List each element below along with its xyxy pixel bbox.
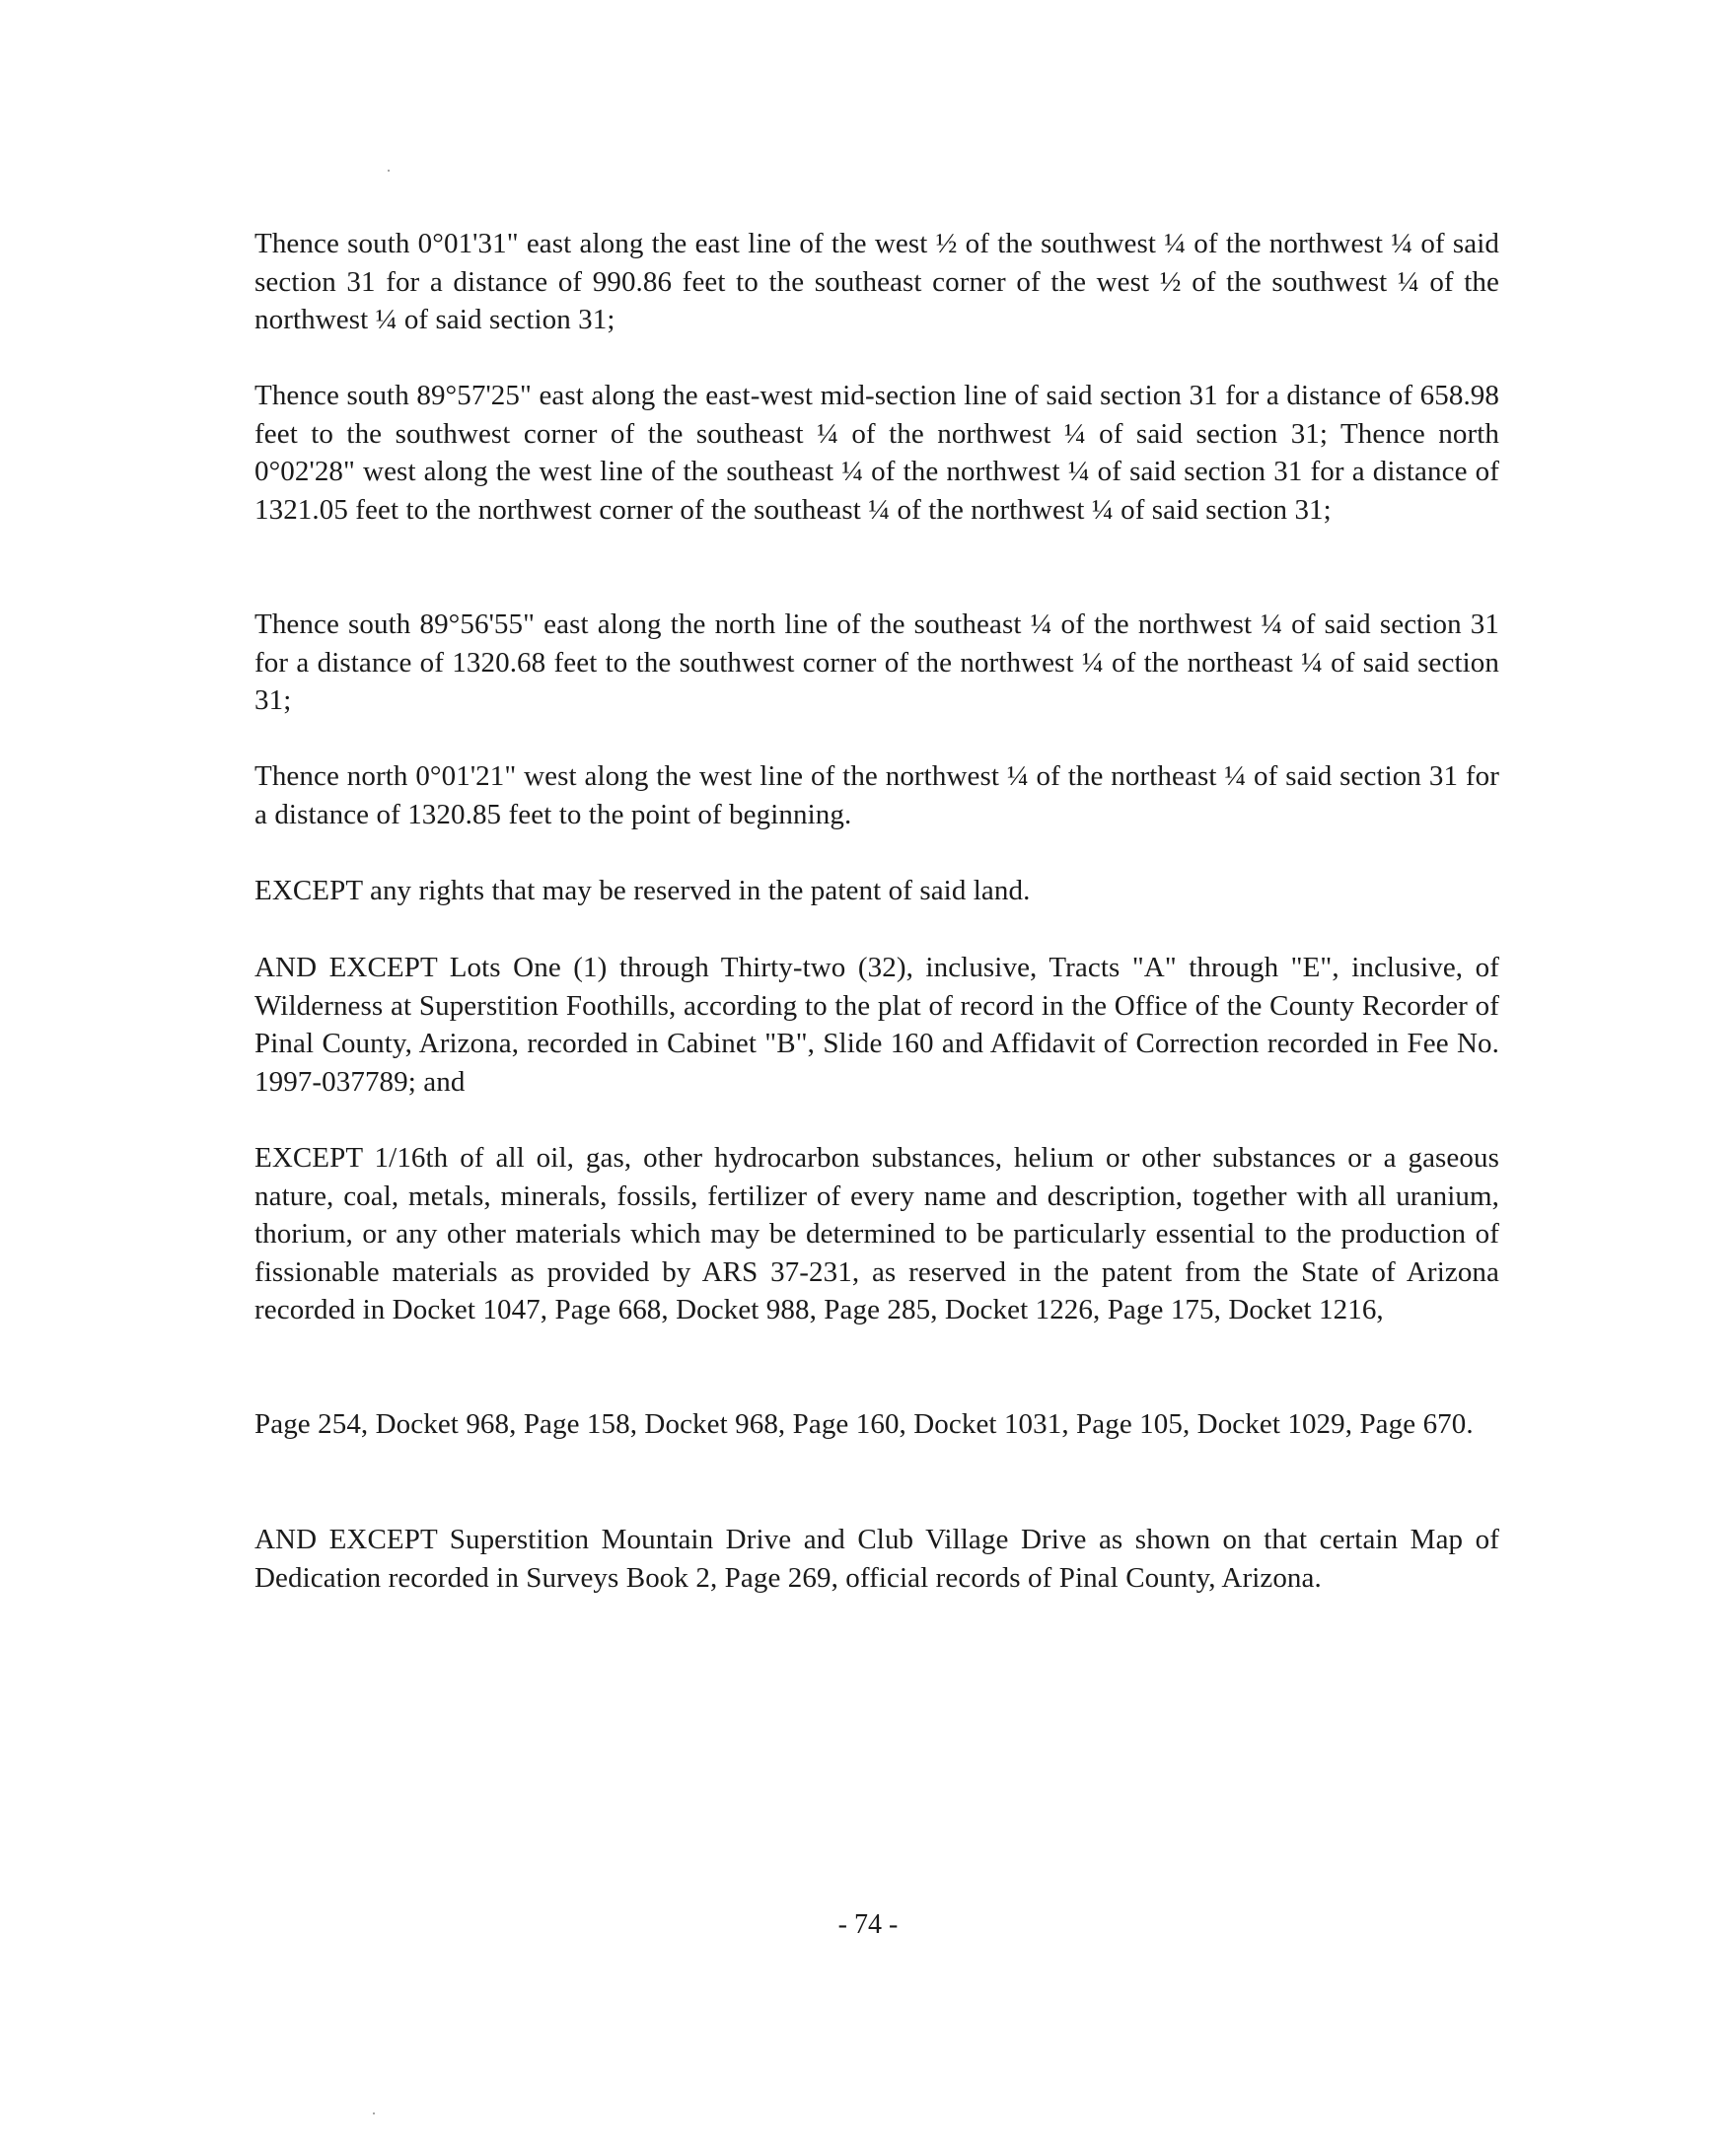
scan-speck <box>388 170 390 172</box>
paragraph-mid-section-line: Thence south 89°57'25" east along the east-west mid-section line of said section 31 for a distance of 658.98 feet to the southwest corner of the southeast ¼ of the northwest ¼ of said section 31; Thence north 0°02'28" west along the west line of the southeast ¼ of the northwest ¼ of said section 31 for a distance of 1321.05 feet to the northwest corner of the southeast ¼ of the northwest ¼ of said section 31; <box>254 380 1499 526</box>
paragraph-north-line: Thence south 89°56'55" east along the north line of the southeast ¼ of the northwest ¼ of said section 31 for a distance of 1320.68 feet to the southwest corner of the northwest ¼ of the northeast ¼ of said section 31; <box>254 608 1499 716</box>
page-number: - 74 - <box>837 1909 899 1940</box>
paragraph-docket-continuation: Page 254, Docket 968, Page 158, Docket 968, Page 160, Docket 1031, Page 105, Docket 1029, Page 670. <box>254 1408 1474 1440</box>
paragraph-west-half-line: Thence south 0°01'31" east along the east line of the west ½ of the southwest ¼ of the northwest ¼ of said section 31 for a distance of 990.86 feet to the southeast corner of the west ½ of the southwest ¼ of the northwest ¼ of said section 31; <box>254 228 1499 335</box>
paragraph-except-patent-rights: EXCEPT any rights that may be reserved in the patent of said land. <box>254 875 1031 906</box>
paragraph-point-of-beginning: Thence north 0°01'21" west along the west line of the northwest ¼ of the northeast ¼ of said section 31 for a distance of 1320.85 feet to the point of beginning. <box>254 760 1499 830</box>
scan-speck <box>373 2112 375 2114</box>
paragraph-except-drives: AND EXCEPT Superstition Mountain Drive and Club Village Drive as shown on that certain Map of Dedication recorded in Surveys Book 2, Page 269, official records of Pinal County, Arizona. <box>254 1524 1499 1594</box>
paragraph-except-lots: AND EXCEPT Lots One (1) through Thirty-two (32), inclusive, Tracts "A" through "E", inclusive, of Wilderness at Superstition Foothills, according to the plat of record in the Office of the County Recorder of Pinal County, Arizona, recorded in Cabinet "B", Slide 160 and Affidavit of Correction recorded in Fee No. 1997-037789; and <box>254 952 1499 1098</box>
paragraph-except-minerals: EXCEPT 1/16th of all oil, gas, other hydrocarbon substances, helium or other substances or a gaseous nature, coal, metals, minerals, fossils, fertilizer of every name and description, together with all uranium, thorium, or any other materials which may be determined to be particularly essential to the production of fissionable materials as provided by ARS 37-231, as reserved in the patent from the State of Arizona recorded in Docket 1047, Page 668, Docket 988, Page 285, Docket 1226, Page 175, Docket 1216, <box>254 1142 1499 1325</box>
